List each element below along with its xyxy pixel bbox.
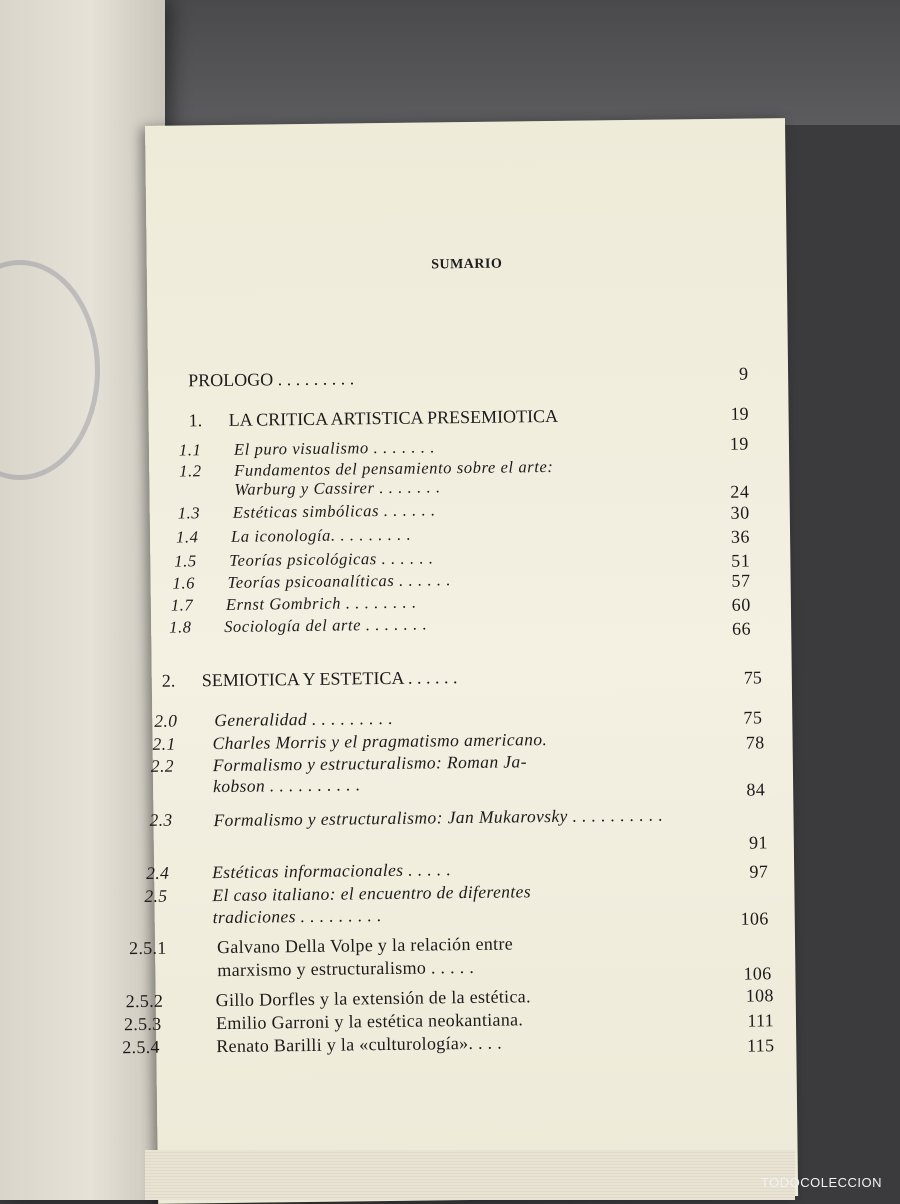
background-surface [165,0,900,125]
toc-entry-number: 2.5.4 [122,1036,160,1058]
toc-entry-page: 78 [745,732,765,753]
toc-entry-text: SEMIOTICA Y ESTETICA . . . . . . [201,667,458,691]
toc-entry-text: Estéticas informacionales . . . . . [212,859,452,883]
toc-entry-number: 2.1 [152,733,176,754]
toc-entry-text: Emilio Garroni y la estética neokantiana. [215,1009,524,1034]
toc-entry-page: 57 [731,570,751,591]
book-page [122,118,798,1204]
toc-chapter-1 [189,404,749,435]
toc-entry-number: 2.3 [149,809,173,830]
toc-entry-page: 111 [747,1010,775,1031]
toc-entry-number: 2.5.2 [125,990,164,1012]
toc-entry-text: Generalidad . . . . . . . . . [214,707,394,731]
toc-entry-number: 1.5 [174,551,197,571]
toc-entry-text: Teorías psicoanalíticas . . . . . . [227,570,452,592]
toc-entry-text: LA CRITICA ARTISTICA PRESEMIOTICA [228,405,559,430]
toc-entry-text: Warburg y Cassirer . . . . . . . [234,477,441,499]
toc-entry-page: 9 [738,363,749,384]
toc-entry-text: kobson . . . . . . . . . . [212,774,361,797]
toc-entry-page: 115 [746,1035,775,1056]
toc-entry-page: 51 [731,550,751,571]
toc-entry-text: Formalismo y estructuralismo: Roman Ja- [212,751,527,776]
toc-entry-text: PROLOGO . . . . . . . . . [188,368,355,391]
toc-entry-number: 2. [161,670,176,691]
toc-entry-number: 1.6 [172,573,196,593]
page-title: SUMARIO [431,256,503,273]
toc-entry-page: 36 [730,526,751,547]
toc-entry-number: 2.5.1 [128,937,167,959]
toc-entry-page: 30 [730,502,750,523]
toc-entry-text: El puro visualismo . . . . . . . [233,437,436,459]
toc-entry-number: 2.0 [154,710,178,731]
toc-entry-number: 1.4 [175,527,199,547]
toc-entry-page: 19 [729,433,750,454]
toc-entry-number: 1.3 [177,503,201,523]
toc-entry-number: 1.8 [169,617,192,637]
toc-entry-number: 2.4 [146,862,170,883]
toc-chapter-2 [162,663,762,696]
toc-entry-page: 75 [743,667,762,688]
toc-entry-number: 1.2 [179,461,202,481]
toc-entry-number: 1. [188,410,203,431]
toc-entry-number: 2.2 [150,755,175,776]
toc-entry-page: 60 [731,594,752,615]
toc-entry-page: 24 [730,481,750,502]
watermark: TODOCOLECCION [760,1175,882,1190]
toc-entry-page: 106 [740,908,769,929]
toc-entry-number: 2.5.3 [123,1013,162,1035]
toc-entry-number: 2.5 [144,885,168,906]
toc-prologo [188,364,748,395]
toc-entry-page: 91 [748,832,768,853]
toc-entry-text: El caso italiano: el encuentro de diferentes [212,881,532,906]
toc-entry-text: Formalismo y estructuralismo: Jan Mukarovsky . . . . . . . . . . [213,804,664,831]
toc-item [149,802,768,856]
toc-entry-text: tradiciones . . . . . . . . . [212,905,382,928]
toc-entry-text: La iconología. . . . . . . . . [230,524,412,546]
toc-entry-page: 106 [743,963,772,984]
toc-entry-page: 75 [743,707,763,728]
toc-entry-text: marxismo y estructuralismo . . . . . [217,956,475,981]
toc-entry-text: Teorías psicológicas . . . . . . [229,548,434,570]
toc-entry-text: Gillo Dorfles y la extensión de la estética. [215,986,531,1011]
toc-entry-text: Galvano Della Volpe y la relación entre [216,933,514,958]
page-stack-edge [145,1150,795,1200]
toc-entry-page: 19 [730,403,749,424]
toc-entry-text: Sociología del arte . . . . . . . [224,614,428,636]
toc-entry-text: Charles Morris y el pragmatismo americano. [212,729,548,754]
toc-entry-text: Estéticas simbólicas . . . . . . [232,500,436,522]
toc-entry-page: 84 [746,779,766,800]
toc-entry-text: Fundamentos del pensamiento sobre el arte: [234,456,554,480]
toc-entry-text: Ernst Gombrich . . . . . . . . [225,592,417,614]
toc-entry-page: 97 [749,861,769,882]
toc-entry-page: 66 [731,618,752,639]
toc-entry-number: 1.1 [178,440,202,460]
toc-entry-number: 1.7 [170,595,194,615]
toc-entry-text: Renato Barilli y la «culturología». . . . [216,1032,503,1057]
toc-entry-page: 108 [745,985,774,1006]
library-stamp [0,260,100,480]
